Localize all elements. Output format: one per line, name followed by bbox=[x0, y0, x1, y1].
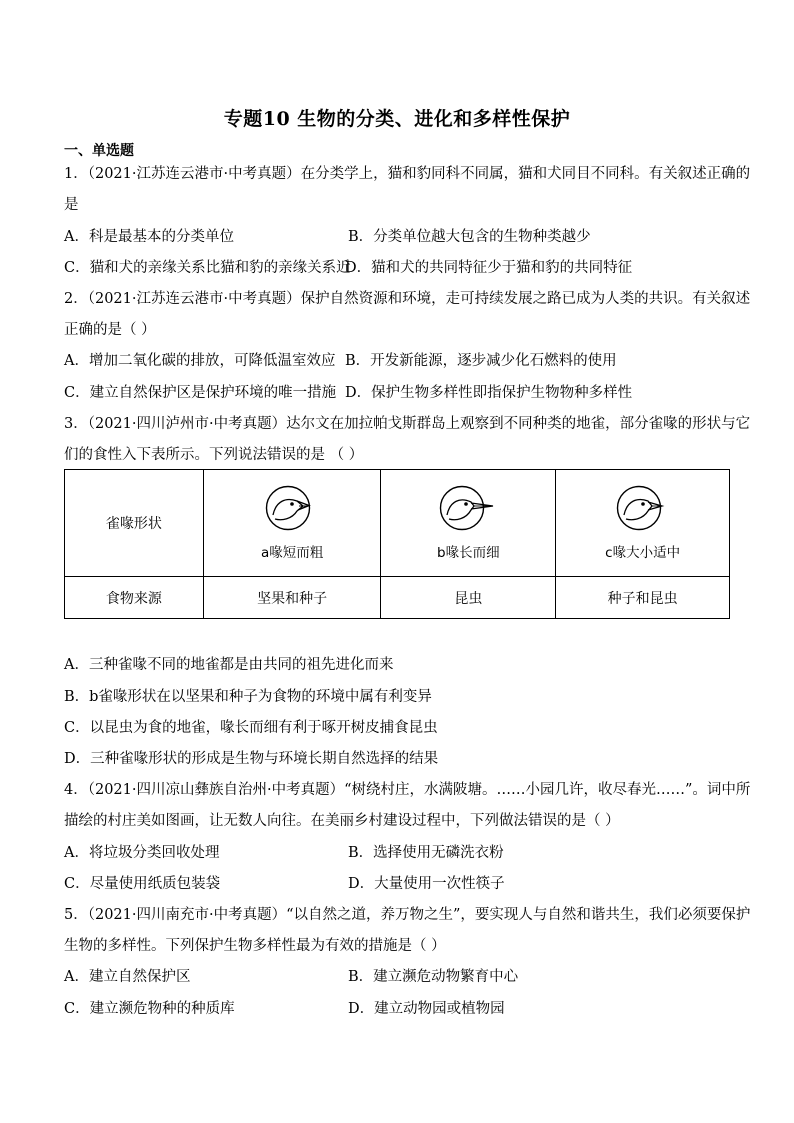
bird-b-caption: b喙长而细 bbox=[437, 545, 500, 561]
q4-stem-line2: 描绘的村庄美如图画，让无数人向往。在美丽乡村建设过程中，下列做法错误的是（ ） bbox=[64, 813, 620, 829]
q5-option-c: C．建立濒危物种的种质库 bbox=[64, 1001, 235, 1017]
beak-shape-header: 雀喙形状 bbox=[65, 470, 204, 577]
q5-option-b: B．建立濒危动物繁育中心 bbox=[348, 969, 519, 985]
food-a: 坚果和种子 bbox=[203, 577, 381, 619]
food-c: 种子和昆虫 bbox=[556, 577, 730, 619]
q3-option-b: B．b雀喙形状在以坚果和种子为食物的环境中属有利变异 bbox=[64, 689, 432, 705]
bird-cell-c bbox=[556, 470, 730, 577]
q1-stem-line2: 是 bbox=[64, 197, 79, 213]
bird-a-caption: a喙短而粗 bbox=[260, 545, 324, 561]
q2-option-c: C．建立自然保护区是保护环境的唯一措施 bbox=[64, 385, 337, 401]
food-source-header: 食物来源 bbox=[65, 577, 204, 619]
q3-stem-line1: 3．（2021·四川泸州市·中考真题）达尔文在加拉帕戈斯群岛上观察到不同种类的地雀，部分雀喙的形状与它 bbox=[64, 416, 751, 432]
beak-table bbox=[64, 469, 730, 619]
q2-stem-line2: 正确的是（ ） bbox=[64, 322, 156, 338]
q4-option-c: C．尽量使用纸质包装袋 bbox=[64, 876, 221, 892]
q1-option-a: A．科是最基本的分类单位 bbox=[64, 229, 234, 245]
q5-option-d: D．建立动物园或植物园 bbox=[348, 1001, 505, 1017]
q2-option-d: D．保护生物多样性即指保护生物物种多样性 bbox=[345, 385, 633, 401]
q4-option-b: B．选择使用无磷洗衣粉 bbox=[348, 845, 504, 861]
q3-option-d: D．三种雀喙形状的形成是生物与环境长期自然选择的结果 bbox=[64, 751, 439, 767]
q5-stem-line2: 生物的多样性。下列保护生物多样性最为有效的措施是（ ） bbox=[64, 938, 446, 954]
q3-stem-line2: 们的食性入下表所示。下列说法错误的是 （ ） bbox=[64, 447, 364, 463]
q1-option-d: D．猫和犬的共同特征少于猫和豹的共同特征 bbox=[345, 260, 633, 276]
bird-b-icon bbox=[438, 485, 498, 531]
q2-option-b: B．开发新能源，逐步减少化石燃料的使用 bbox=[345, 353, 617, 369]
q4-option-d: D．大量使用一次性筷子 bbox=[348, 876, 505, 892]
q5-stem-line1: 5．（2021·四川南充市·中考真题）“以自然之道，养万物之生”，要实现人与自然和谐共生，我们必须要保护 bbox=[64, 907, 751, 923]
q1-option-c: C．猫和犬的亲缘关系比猫和豹的亲缘关系近 bbox=[64, 260, 351, 276]
q4-stem-line1: 4．（2021·四川凉山彝族自治州·中考真题）“树绕村庄，水满陂塘。……小园几许，收尽春光……”。词中所 bbox=[64, 782, 751, 798]
page-title: 专题10 生物的分类、进化和多样性保护 bbox=[223, 108, 571, 130]
q2-option-a: A．增加二氧化碳的排放，可降低温室效应 bbox=[64, 353, 336, 369]
bird-c-caption: c喙大小适中 bbox=[605, 545, 681, 561]
food-b: 昆虫 bbox=[381, 577, 556, 619]
q4-option-a: A．将垃圾分类回收处理 bbox=[64, 845, 220, 861]
bird-c-icon bbox=[615, 485, 671, 531]
bird-a-icon bbox=[264, 485, 320, 531]
q3-option-c: C．以昆虫为食的地雀，喙长而细有利于啄开树皮捕食昆虫 bbox=[64, 720, 438, 736]
bird-cell-a bbox=[203, 470, 381, 577]
q5-option-a: A．建立自然保护区 bbox=[64, 969, 191, 985]
q1-stem-line1: 1．（2021·江苏连云港市·中考真题）在分类学上，猫和豹同科不同属，猫和犬同目不同科。有关叙述正确的 bbox=[64, 166, 751, 182]
q3-option-a: A．三种雀喙不同的地雀都是由共同的祖先进化而来 bbox=[64, 657, 394, 673]
bird-cell-b bbox=[381, 470, 556, 577]
q2-stem-line1: 2．（2021·江苏连云港市·中考真题）保护自然资源和环境，走可持续发展之路已成为人类的共识。有关叙述 bbox=[64, 291, 751, 307]
q1-option-b: B．分类单位越大包含的生物种类越少 bbox=[348, 229, 591, 245]
section-heading: 一、单选题 bbox=[64, 143, 134, 159]
